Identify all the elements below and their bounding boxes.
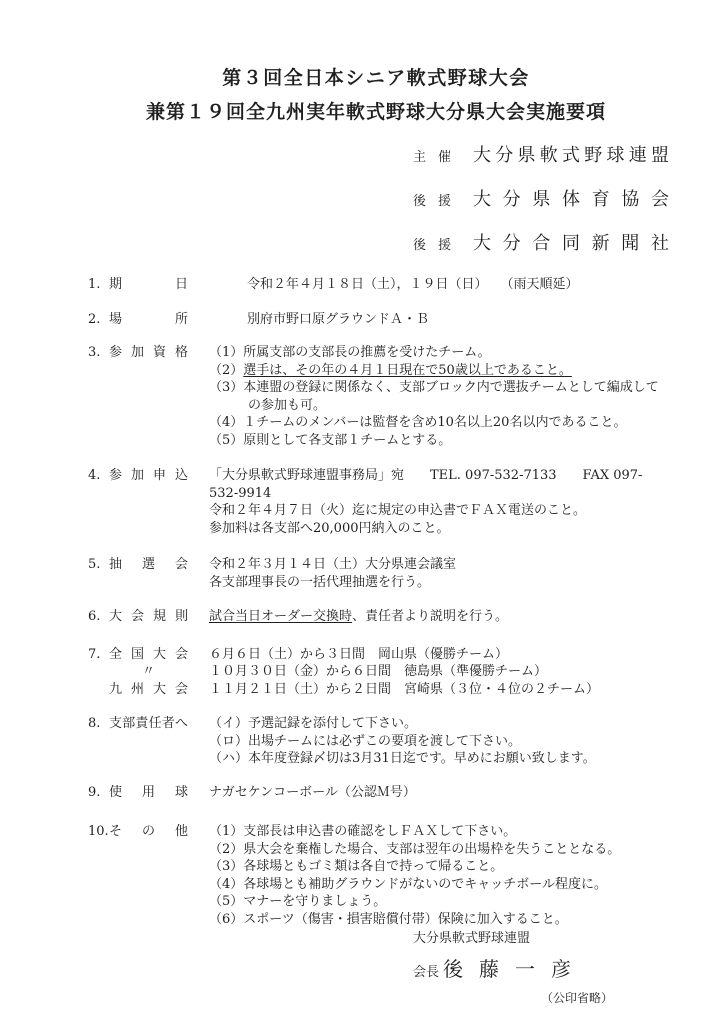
- signature-org: 大分県軟式野球連盟: [413, 931, 531, 946]
- ditto-mark: 〃: [141, 664, 155, 679]
- item-row-4: [88, 467, 664, 537]
- item-label: そ の 他: [109, 824, 188, 839]
- sponsor-role: 後 援: [413, 194, 451, 209]
- item-row-2: [88, 311, 664, 329]
- sponsor-block: [413, 144, 669, 258]
- item-number: 8.: [88, 716, 101, 731]
- item-line: 各支部理事長の一括代理抽選を行う。: [209, 574, 431, 590]
- item-line: [209, 362, 664, 380]
- item-line: （4）１チームのメンバーは監督を含め10名以上20名以内であること。: [209, 415, 627, 430]
- tournament-row: [109, 646, 664, 664]
- item-line: （6）スポーツ（傷害・損害賠償付帯）保険に加入すること。: [209, 911, 568, 927]
- seal-note: （公印省略）: [541, 991, 614, 1005]
- item-label: 参 加 資 格: [109, 345, 188, 360]
- item-line: 令和２年３月１４日（土）大分県連会議室: [209, 557, 457, 572]
- item-line: （ロ）出場チームには必ずこの要項を渡して下さい。: [209, 733, 522, 749]
- item-line: の参加も可。: [209, 397, 327, 413]
- items-list: [88, 276, 664, 928]
- item-label: 抽 選 会: [109, 557, 188, 572]
- signature-row: [413, 953, 664, 982]
- item-number: 6.: [88, 609, 101, 624]
- signature-block: [413, 930, 664, 1006]
- item-label: 九 州 大 会: [109, 681, 188, 697]
- item-label: 全 国 大 会: [109, 646, 188, 662]
- item-line: 別府市野口原グラウンドＡ・Ｂ: [247, 311, 430, 327]
- item-number: 5.: [88, 557, 101, 572]
- item-row-3: [88, 344, 664, 449]
- sponsor-row: [413, 144, 669, 170]
- item-line: ナガセケンコーボール（公認Ｍ号）: [209, 784, 416, 800]
- item-row-9: [88, 784, 664, 802]
- sponsor-row: [413, 232, 669, 258]
- underlined-text: 選手は、その年の４月１日現在で50歳以上であること。: [243, 362, 572, 378]
- item-number: 7.: [88, 646, 101, 662]
- item-row-1: [88, 276, 664, 294]
- page-title: 第３回全日本シニア軟式野球大会: [222, 67, 530, 89]
- item-line: １１月２１日（土）から２日間 宮崎県（３位・４位の２チーム）: [209, 681, 600, 697]
- sponsor-role: 後 援: [413, 238, 451, 253]
- signature-name: 後 藤 一 彦: [443, 957, 572, 981]
- item-number: 4.: [88, 468, 101, 483]
- item-row-10: [88, 823, 664, 928]
- item-line: 令和２年４月１８日（土），１９日（日） （雨天順延）: [247, 277, 579, 292]
- item-line: 参加料は各支部へ20,000円納入のこと。: [209, 520, 450, 536]
- item-number: 10.: [88, 824, 109, 839]
- item-line: １０月３０日（金）から６日間 徳島県（準優勝チーム）: [209, 664, 548, 679]
- item-line: （4）各球場とも補助グラウンドがないのでキャッチボール程度に。: [209, 876, 608, 892]
- item-line: [209, 608, 664, 626]
- item-line: ６月６日（土）から３日間 岡山県（優勝チーム）: [209, 646, 509, 662]
- item-label: 支 部 責 任 者 へ: [109, 716, 188, 731]
- item-number: 1.: [88, 277, 101, 292]
- item-label: 場 所: [109, 311, 188, 327]
- item-label: 大 会 規 則: [109, 609, 188, 624]
- item-line: （2）県大会を棄権した場合、支部は翌年の出場枠を失うこととなる。: [209, 841, 621, 857]
- item-label: 使 用 球: [109, 784, 188, 800]
- underlined-text: 試合当日オーダー交換時: [209, 609, 353, 624]
- item-line: （5）マナーを守りましょう。: [209, 894, 387, 909]
- sponsor-name: 大 分 県 軟 式 野 球 連 盟: [473, 145, 669, 166]
- item-line: 「大分県軟式野球連盟事務局」宛 TEL. 097-532-7133 FAX 097-532-9914: [209, 468, 643, 501]
- item-line: （1）所属支部の支部長の推薦を受けたチーム。: [209, 345, 491, 360]
- item-number: 3.: [88, 345, 101, 360]
- item-row-6: [88, 608, 664, 626]
- item-line: （ハ）本年度登録〆切は3月31日迄です。早めにお願い致します。: [209, 751, 596, 766]
- line-rest: 、責任者より説明を行う。: [352, 609, 509, 624]
- item-line: （1）支部長は申込書の確認をしＦＡＸして下さい。: [209, 824, 517, 839]
- item-number: 9.: [88, 784, 101, 800]
- page-subtitle: 兼第１９回全九州実年軟式野球大分県大会実施要項: [145, 101, 606, 123]
- item-label: 参 加 申 込: [109, 468, 188, 483]
- item-label: 期 日: [109, 277, 188, 292]
- item-line: （3）本連盟の登録に関係なく、支部ブロック内で選抜チームとして編成して: [209, 380, 659, 395]
- sponsor-name: 大 分 県 体 育 協 会: [473, 189, 669, 210]
- item-line: （3）各球場ともゴミ類は各自で持って帰ること。: [209, 859, 504, 874]
- item-line: （5）原則として各支部１チームとする。: [209, 432, 452, 448]
- sponsor-role: 主 催: [413, 150, 451, 165]
- item-line: （イ）予選記録を添付して下さい。: [209, 716, 418, 731]
- sponsor-name: 大 分 合 同 新 聞 社: [473, 233, 669, 254]
- sponsor-row: [413, 188, 669, 214]
- item-row-7: [88, 646, 664, 699]
- tournament-row: [109, 681, 664, 699]
- item-number: 2.: [88, 311, 101, 327]
- item-line: 令和２年４月７日（火）迄に規定の申込書でＦＡＸ電送のこと。: [209, 503, 587, 518]
- line-marker: （2）: [209, 362, 244, 378]
- tournament-row: [109, 663, 664, 681]
- item-row-5: [88, 556, 664, 591]
- signature-role: 会長: [413, 965, 440, 980]
- item-row-8: [88, 715, 664, 768]
